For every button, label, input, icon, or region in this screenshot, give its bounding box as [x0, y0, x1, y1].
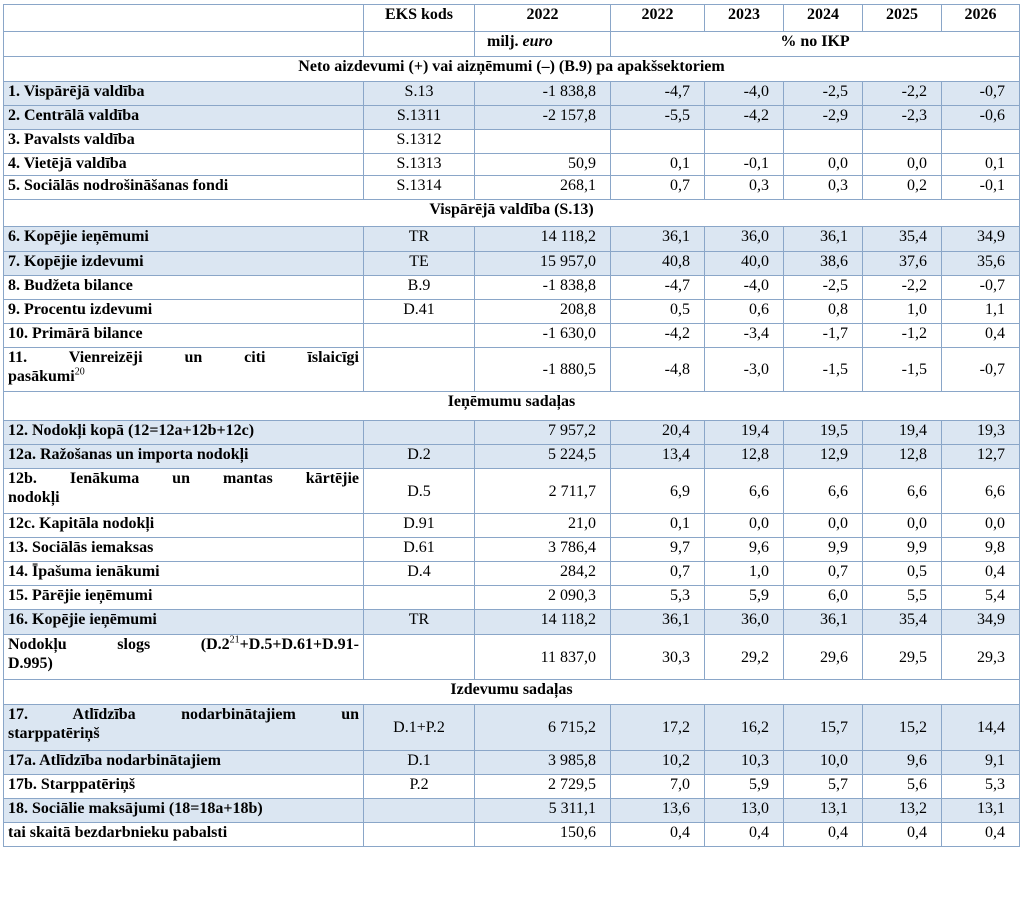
- row-label: tai skaitā bezdarbnieku pabalsti: [4, 823, 364, 847]
- row-label: [4, 705, 364, 751]
- footnote-ref: 21: [229, 634, 240, 646]
- value-pct: -0,1: [705, 154, 784, 176]
- value-pct: 40,0: [705, 252, 784, 276]
- value-pct: -0,1: [942, 176, 1020, 200]
- table-section-3: [4, 392, 1020, 421]
- value-abs: 11 837,0: [475, 635, 611, 680]
- value-pct: 0,4: [942, 823, 1020, 847]
- value-pct: 5,4: [942, 586, 1020, 610]
- row-code: TR: [364, 610, 475, 635]
- value-pct: 1,0: [705, 562, 784, 586]
- value-pct: 6,9: [611, 469, 705, 514]
- value-pct: 0,5: [611, 300, 705, 324]
- value-pct: -5,5: [611, 106, 705, 130]
- row-code: D.2: [364, 445, 475, 469]
- value-pct: 9,6: [705, 538, 784, 562]
- unit-empty-cell: [364, 32, 475, 57]
- section-title: Ieņēmumu sadaļas: [4, 392, 1020, 421]
- value-pct: 0,0: [863, 154, 942, 176]
- row-label-part: +D.5+D.61+D.91-: [239, 636, 359, 653]
- table-row: [4, 348, 1020, 392]
- value-pct: -4,2: [611, 324, 705, 348]
- value-pct: 0,7: [611, 176, 705, 200]
- section-header: [4, 680, 1020, 705]
- row-code: D.4: [364, 562, 475, 586]
- header-year: 2022: [475, 5, 611, 32]
- table-section-4: [4, 680, 1020, 705]
- value-pct: -3,4: [705, 324, 784, 348]
- value-pct: 9,7: [611, 538, 705, 562]
- header-year: 2026: [942, 5, 1020, 32]
- value-pct: 35,4: [863, 227, 942, 252]
- row-code: D.5: [364, 469, 475, 514]
- row-code: S.1313: [364, 154, 475, 176]
- value-abs: 5 224,5: [475, 445, 611, 469]
- value-abs: 208,8: [475, 300, 611, 324]
- value-pct: -4,7: [611, 276, 705, 300]
- section-title: Vispārējā valdība (S.13): [4, 200, 1020, 227]
- value-pct: 0,1: [942, 154, 1020, 176]
- table-row: [4, 610, 1020, 635]
- value-abs: 7 957,2: [475, 421, 611, 445]
- table-row: [4, 538, 1020, 562]
- row-label: 18. Sociālie maksājumi (18=18a+18b): [4, 799, 364, 823]
- row-code: S.1314: [364, 176, 475, 200]
- value-pct: 0,4: [863, 823, 942, 847]
- row-label: [4, 635, 364, 680]
- row-label: 5. Sociālās nodrošināšanas fondi: [4, 176, 364, 200]
- table-row: [4, 586, 1020, 610]
- value-pct: 36,1: [784, 610, 863, 635]
- row-code: D.61: [364, 538, 475, 562]
- row-label-line2: nodokļi: [8, 489, 60, 506]
- section-title: Neto aizdevumi (+) vai aizņēmumi (–) (B.9) pa apakšsektoriem: [4, 57, 1020, 82]
- row-label-line2: pasākumi: [8, 368, 75, 385]
- table-row: [4, 823, 1020, 847]
- value-pct: 0,4: [942, 562, 1020, 586]
- value-abs: 268,1: [475, 176, 611, 200]
- value-pct: 0,0: [863, 514, 942, 538]
- value-abs: 3 786,4: [475, 538, 611, 562]
- value-pct: 20,4: [611, 421, 705, 445]
- value-pct: -4,2: [705, 106, 784, 130]
- header-year: 2022: [611, 5, 705, 32]
- value-abs: -1 838,8: [475, 82, 611, 106]
- unit-abs: [475, 32, 611, 57]
- value-pct: 5,7: [784, 775, 863, 799]
- unit-empty-cell: [4, 32, 364, 57]
- value-pct: 10,0: [784, 751, 863, 775]
- row-label: 9. Procentu izdevumi: [4, 300, 364, 324]
- value-abs: 284,2: [475, 562, 611, 586]
- table-row: [4, 106, 1020, 130]
- value-pct: 19,5: [784, 421, 863, 445]
- row-code: [364, 799, 475, 823]
- value-pct: 6,6: [863, 469, 942, 514]
- value-pct: 10,3: [705, 751, 784, 775]
- header-empty-cell: [4, 5, 364, 32]
- value-pct: 36,1: [611, 610, 705, 635]
- value-pct: -1,7: [784, 324, 863, 348]
- unit-abs-prefix: milj.: [487, 33, 523, 50]
- value-pct: -4,7: [611, 82, 705, 106]
- value-pct: 13,6: [611, 799, 705, 823]
- row-code: S.1311: [364, 106, 475, 130]
- value-pct: 29,3: [942, 635, 1020, 680]
- row-label: 12c. Kapitāla nodokļi: [4, 514, 364, 538]
- value-pct: 10,2: [611, 751, 705, 775]
- value-pct: [705, 130, 784, 154]
- unit-pct: % no IKP: [611, 32, 1020, 57]
- value-pct: 37,6: [863, 252, 942, 276]
- value-pct: -0,6: [942, 106, 1020, 130]
- value-pct: 29,2: [705, 635, 784, 680]
- table-row: [4, 775, 1020, 799]
- value-abs: -2 157,8: [475, 106, 611, 130]
- row-label: 10. Primārā bilance: [4, 324, 364, 348]
- row-code: [364, 586, 475, 610]
- header-year: 2023: [705, 5, 784, 32]
- value-abs: 5 311,1: [475, 799, 611, 823]
- value-pct: 5,3: [942, 775, 1020, 799]
- table-row: [4, 562, 1020, 586]
- value-pct: 5,3: [611, 586, 705, 610]
- value-pct: 36,1: [611, 227, 705, 252]
- value-pct: 13,4: [611, 445, 705, 469]
- value-pct: 0,4: [784, 823, 863, 847]
- header-year: 2024: [784, 5, 863, 32]
- row-label: 2. Centrālā valdība: [4, 106, 364, 130]
- value-pct: -4,0: [705, 276, 784, 300]
- row-label: 14. Īpašuma ienākumi: [4, 562, 364, 586]
- row-code: D.41: [364, 300, 475, 324]
- row-label: 17b. Starppatēriņš: [4, 775, 364, 799]
- table-row: [4, 176, 1020, 200]
- value-pct: 5,5: [863, 586, 942, 610]
- value-pct: 19,3: [942, 421, 1020, 445]
- value-pct: 9,8: [942, 538, 1020, 562]
- row-code: D.1+P.2: [364, 705, 475, 751]
- value-pct: 13,0: [705, 799, 784, 823]
- value-pct: -4,0: [705, 82, 784, 106]
- row-label: 13. Sociālās iemaksas: [4, 538, 364, 562]
- fiscal-table: [3, 4, 1020, 847]
- value-pct: 34,9: [942, 610, 1020, 635]
- value-abs: -1 630,0: [475, 324, 611, 348]
- value-pct: 15,2: [863, 705, 942, 751]
- table-row: [4, 130, 1020, 154]
- header-year: 2025: [863, 5, 942, 32]
- value-pct: -0,7: [942, 276, 1020, 300]
- table-row: [4, 469, 1020, 514]
- value-pct: 36,0: [705, 227, 784, 252]
- row-label: 17a. Atlīdzība nodarbinātajiem: [4, 751, 364, 775]
- value-pct: 14,4: [942, 705, 1020, 751]
- value-pct: 0,6: [705, 300, 784, 324]
- header-row: [4, 5, 1020, 32]
- unit-row: [4, 32, 1020, 57]
- row-label: 15. Pārējie ieņēmumi: [4, 586, 364, 610]
- row-code: B.9: [364, 276, 475, 300]
- value-pct: 1,1: [942, 300, 1020, 324]
- value-abs: [475, 130, 611, 154]
- value-pct: -1,5: [784, 348, 863, 392]
- value-pct: 35,4: [863, 610, 942, 635]
- value-abs: 14 118,2: [475, 610, 611, 635]
- row-label: 8. Budžeta bilance: [4, 276, 364, 300]
- value-abs: 2 729,5: [475, 775, 611, 799]
- value-pct: 9,1: [942, 751, 1020, 775]
- value-pct: 0,7: [611, 562, 705, 586]
- value-pct: -2,2: [863, 276, 942, 300]
- value-pct: 5,9: [705, 775, 784, 799]
- value-pct: 0,1: [611, 154, 705, 176]
- value-pct: 0,0: [784, 514, 863, 538]
- value-pct: 12,8: [705, 445, 784, 469]
- value-pct: 0,1: [611, 514, 705, 538]
- table-row: [4, 154, 1020, 176]
- row-label-line1: 17. Atlīdzība nodarbinātajiem un: [8, 706, 359, 723]
- value-abs: 15 957,0: [475, 252, 611, 276]
- value-abs: -1 838,8: [475, 276, 611, 300]
- value-abs: 6 715,2: [475, 705, 611, 751]
- value-pct: 6,0: [784, 586, 863, 610]
- value-abs: 3 985,8: [475, 751, 611, 775]
- value-pct: 36,1: [784, 227, 863, 252]
- row-label: 3. Pavalsts valdība: [4, 130, 364, 154]
- value-pct: 6,6: [705, 469, 784, 514]
- value-pct: 7,0: [611, 775, 705, 799]
- value-pct: 19,4: [705, 421, 784, 445]
- value-pct: 0,4: [942, 324, 1020, 348]
- table-section-2: [4, 200, 1020, 227]
- row-label: 7. Kopējie izdevumi: [4, 252, 364, 276]
- footnote-ref: 20: [74, 366, 85, 378]
- value-pct: 29,6: [784, 635, 863, 680]
- value-abs: 50,9: [475, 154, 611, 176]
- row-label-line2: D.995): [8, 655, 53, 672]
- value-pct: 0,8: [784, 300, 863, 324]
- section-header: [4, 57, 1020, 82]
- row-label: 16. Kopējie ieņēmumi: [4, 610, 364, 635]
- row-label: [4, 348, 364, 392]
- value-pct: [942, 130, 1020, 154]
- table-row: [4, 445, 1020, 469]
- row-code: D.1: [364, 751, 475, 775]
- value-pct: 12,7: [942, 445, 1020, 469]
- value-abs: 150,6: [475, 823, 611, 847]
- value-pct: -2,5: [784, 276, 863, 300]
- value-pct: 30,3: [611, 635, 705, 680]
- value-pct: 0,0: [784, 154, 863, 176]
- value-pct: 13,2: [863, 799, 942, 823]
- row-label: 4. Vietējā valdība: [4, 154, 364, 176]
- row-label: 1. Vispārējā valdība: [4, 82, 364, 106]
- table-row: [4, 705, 1020, 751]
- row-label-line1: 12b. Ienākuma un mantas kārtējie: [8, 470, 359, 487]
- table-row: [4, 324, 1020, 348]
- value-pct: -2,5: [784, 82, 863, 106]
- table-body-a: [4, 82, 1020, 200]
- value-pct: 1,0: [863, 300, 942, 324]
- table-body-c: [4, 421, 1020, 680]
- value-pct: 0,7: [784, 562, 863, 586]
- row-code: D.91: [364, 514, 475, 538]
- table-body-d: [4, 705, 1020, 847]
- value-abs: -1 880,5: [475, 348, 611, 392]
- value-pct: -2,3: [863, 106, 942, 130]
- value-pct: -0,7: [942, 348, 1020, 392]
- value-pct: 9,6: [863, 751, 942, 775]
- row-code: [364, 823, 475, 847]
- value-pct: 9,9: [784, 538, 863, 562]
- value-pct: 13,1: [784, 799, 863, 823]
- value-pct: 0,5: [863, 562, 942, 586]
- row-label-line1: [8, 635, 359, 654]
- table-row: [4, 635, 1020, 680]
- row-code: S.13: [364, 82, 475, 106]
- row-code: [364, 324, 475, 348]
- value-pct: -2,9: [784, 106, 863, 130]
- value-pct: 12,8: [863, 445, 942, 469]
- value-pct: 0,4: [705, 823, 784, 847]
- value-pct: 35,6: [942, 252, 1020, 276]
- table-body-b: [4, 227, 1020, 392]
- table-row: [4, 799, 1020, 823]
- row-code: TE: [364, 252, 475, 276]
- value-pct: 38,6: [784, 252, 863, 276]
- table-row: [4, 82, 1020, 106]
- row-label: 6. Kopējie ieņēmumi: [4, 227, 364, 252]
- value-pct: [863, 130, 942, 154]
- section-title: Izdevumu sadaļas: [4, 680, 1020, 705]
- value-pct: 0,0: [705, 514, 784, 538]
- value-pct: 0,3: [705, 176, 784, 200]
- table-row: [4, 751, 1020, 775]
- value-abs: 21,0: [475, 514, 611, 538]
- section-header: [4, 392, 1020, 421]
- value-abs: 2 090,3: [475, 586, 611, 610]
- row-label: 12a. Ražošanas un importa nodokļi: [4, 445, 364, 469]
- value-pct: 6,6: [784, 469, 863, 514]
- value-pct: 16,2: [705, 705, 784, 751]
- value-pct: 5,6: [863, 775, 942, 799]
- table-row: [4, 300, 1020, 324]
- table-row: [4, 514, 1020, 538]
- value-pct: 17,2: [611, 705, 705, 751]
- value-pct: 6,6: [942, 469, 1020, 514]
- value-pct: -2,2: [863, 82, 942, 106]
- row-label: [4, 469, 364, 514]
- row-label-line2: starppatēriņš: [8, 725, 100, 742]
- row-code: [364, 635, 475, 680]
- value-pct: 13,1: [942, 799, 1020, 823]
- value-pct: -1,5: [863, 348, 942, 392]
- value-pct: [784, 130, 863, 154]
- value-pct: -3,0: [705, 348, 784, 392]
- value-pct: -1,2: [863, 324, 942, 348]
- value-abs: 14 118,2: [475, 227, 611, 252]
- row-code: S.1312: [364, 130, 475, 154]
- value-pct: 0,3: [784, 176, 863, 200]
- value-pct: 12,9: [784, 445, 863, 469]
- header-code: EKS kods: [364, 5, 475, 32]
- value-pct: 40,8: [611, 252, 705, 276]
- value-pct: 34,9: [942, 227, 1020, 252]
- value-pct: 36,0: [705, 610, 784, 635]
- value-pct: 9,9: [863, 538, 942, 562]
- row-code: P.2: [364, 775, 475, 799]
- table-row: [4, 421, 1020, 445]
- row-label: 12. Nodokļi kopā (12=12a+12b+12c): [4, 421, 364, 445]
- section-header: [4, 200, 1020, 227]
- value-abs: 2 711,7: [475, 469, 611, 514]
- value-pct: -0,7: [942, 82, 1020, 106]
- value-pct: 29,5: [863, 635, 942, 680]
- value-pct: [611, 130, 705, 154]
- value-pct: 15,7: [784, 705, 863, 751]
- row-label-part: Nodokļu slogs (D.2: [8, 636, 230, 653]
- table-row: [4, 276, 1020, 300]
- table-row: [4, 227, 1020, 252]
- value-pct: 19,4: [863, 421, 942, 445]
- value-pct: 0,0: [942, 514, 1020, 538]
- value-pct: -4,8: [611, 348, 705, 392]
- row-code: TR: [364, 227, 475, 252]
- unit-abs-currency: euro: [522, 33, 553, 50]
- table-row: [4, 252, 1020, 276]
- value-pct: 0,4: [611, 823, 705, 847]
- row-code: [364, 421, 475, 445]
- row-label-line1: 11. Vienreizēji un citi īslaicīgi: [8, 349, 359, 366]
- value-pct: 5,9: [705, 586, 784, 610]
- value-pct: 0,2: [863, 176, 942, 200]
- table-body: [4, 5, 1020, 82]
- row-code: [364, 348, 475, 392]
